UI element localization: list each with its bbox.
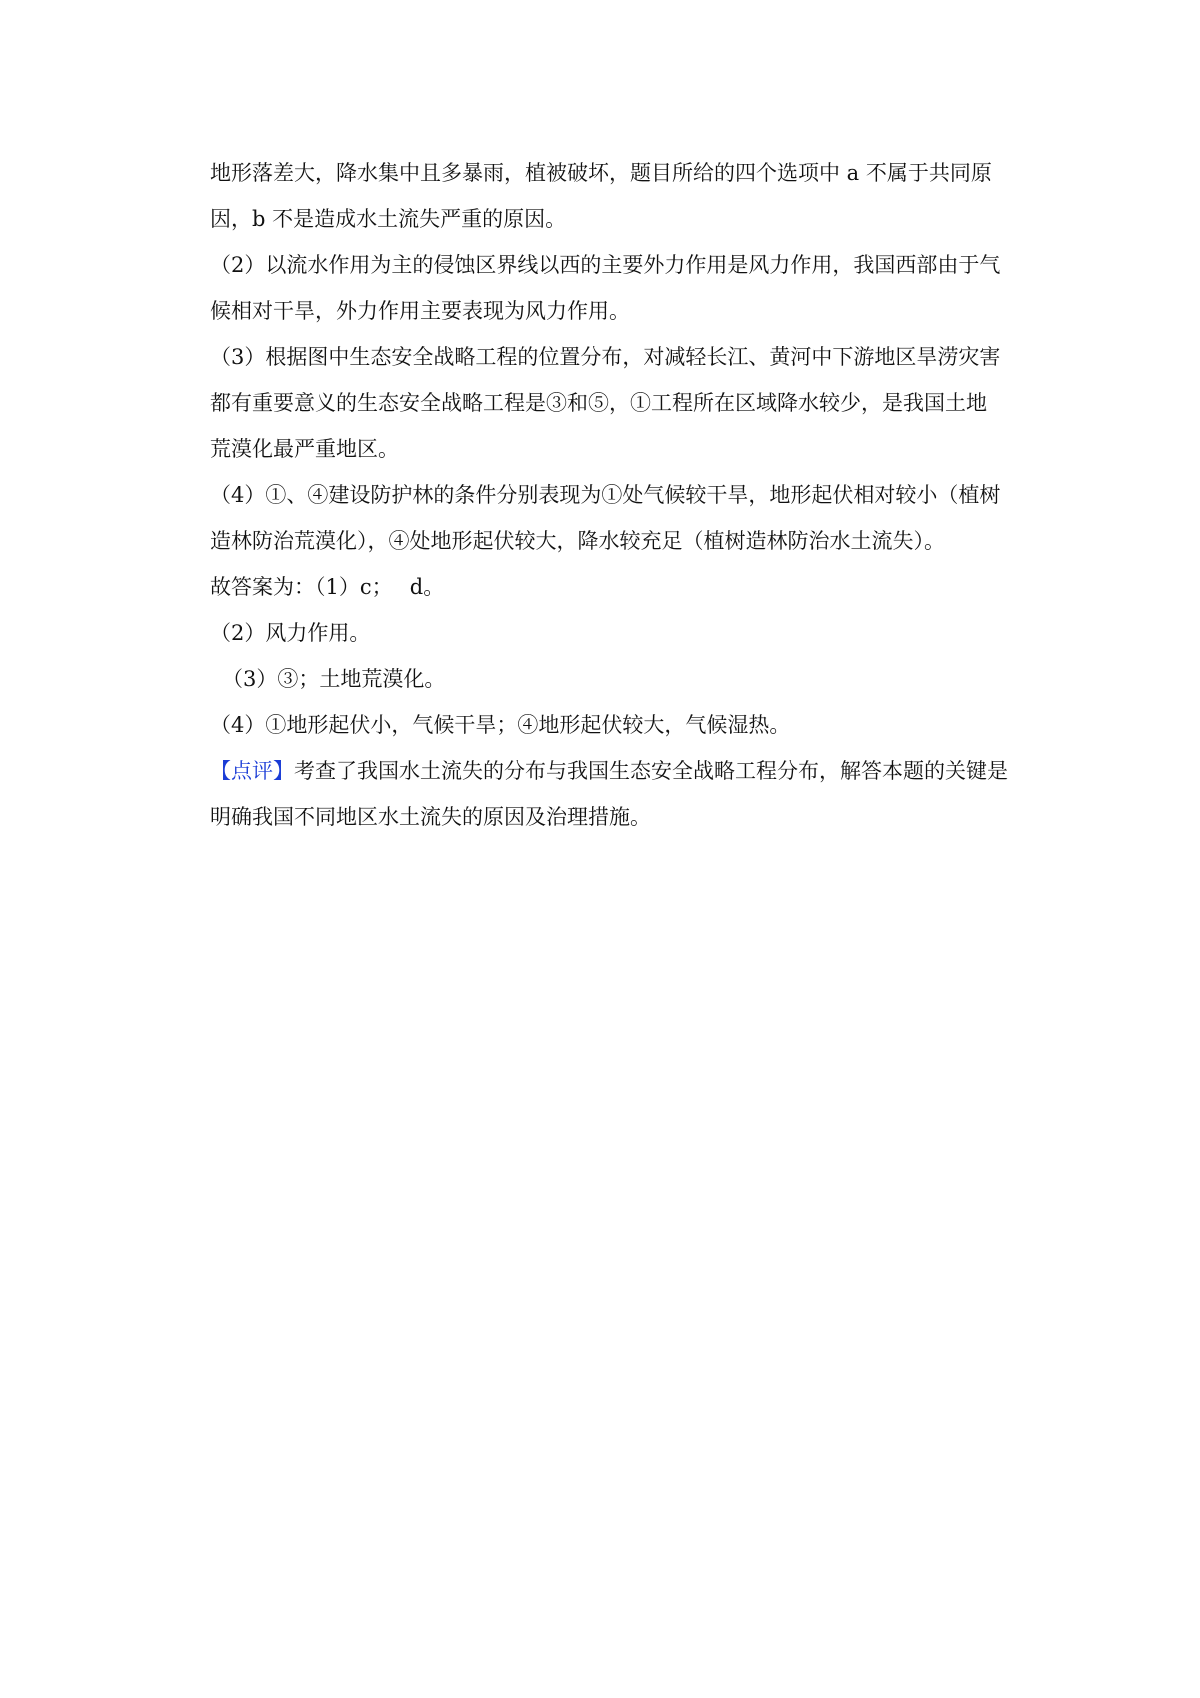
comment-text: 考查了我国水土流失的分布与我国生态安全战略工程分布，解答本题的关键是 (294, 759, 1008, 783)
analysis-line-3: （2）以流水作用为主的侵蚀区界线以西的主要外力作用是风力作用，我国西部由于气 (210, 253, 1001, 277)
answer-line-2: （2）风力作用。 (210, 621, 371, 645)
analysis-line-6: 都有重要意义的生态安全战略工程是③和⑤，①工程所在区域降水较少，是我国土地 (210, 391, 987, 415)
analysis-line-8: （4）①、④建设防护林的条件分别表现为①处气候较干旱，地形起伏相对较小（植树 (210, 483, 1001, 507)
comment-line-2: 明确我国不同地区水土流失的原因及治理措施。 (210, 805, 651, 829)
analysis-line-1: 地形落差大，降水集中且多暴雨，植被破坏，题目所给的四个选项中 a 不属于共同原 (210, 161, 992, 185)
answer-line-1: 故答案为：（1）c； d。 (210, 575, 445, 599)
solution-body (210, 150, 1020, 840)
answer-line-4: （4）①地形起伏小，气候干旱；④地形起伏较大，气候湿热。 (210, 713, 791, 737)
comment-label: 【点评】 (210, 759, 294, 783)
analysis-line-2: 因，b 不是造成水土流失严重的原因。 (210, 207, 567, 231)
comment-line-1 (210, 748, 1020, 794)
analysis-line-4: 候相对干旱，外力作用主要表现为风力作用。 (210, 299, 630, 323)
analysis-line-7: 荒漠化最严重地区。 (210, 437, 399, 461)
analysis-line-5: （3）根据图中生态安全战略工程的位置分布，对减轻长江、黄河中下游地区旱涝灾害 (210, 345, 1001, 369)
analysis-line-9: 造林防治荒漠化），④处地形起伏较大，降水较充足（植树造林防治水土流失）。 (210, 529, 945, 553)
answer-line-3: （3）③；土地荒漠化。 (222, 667, 446, 691)
